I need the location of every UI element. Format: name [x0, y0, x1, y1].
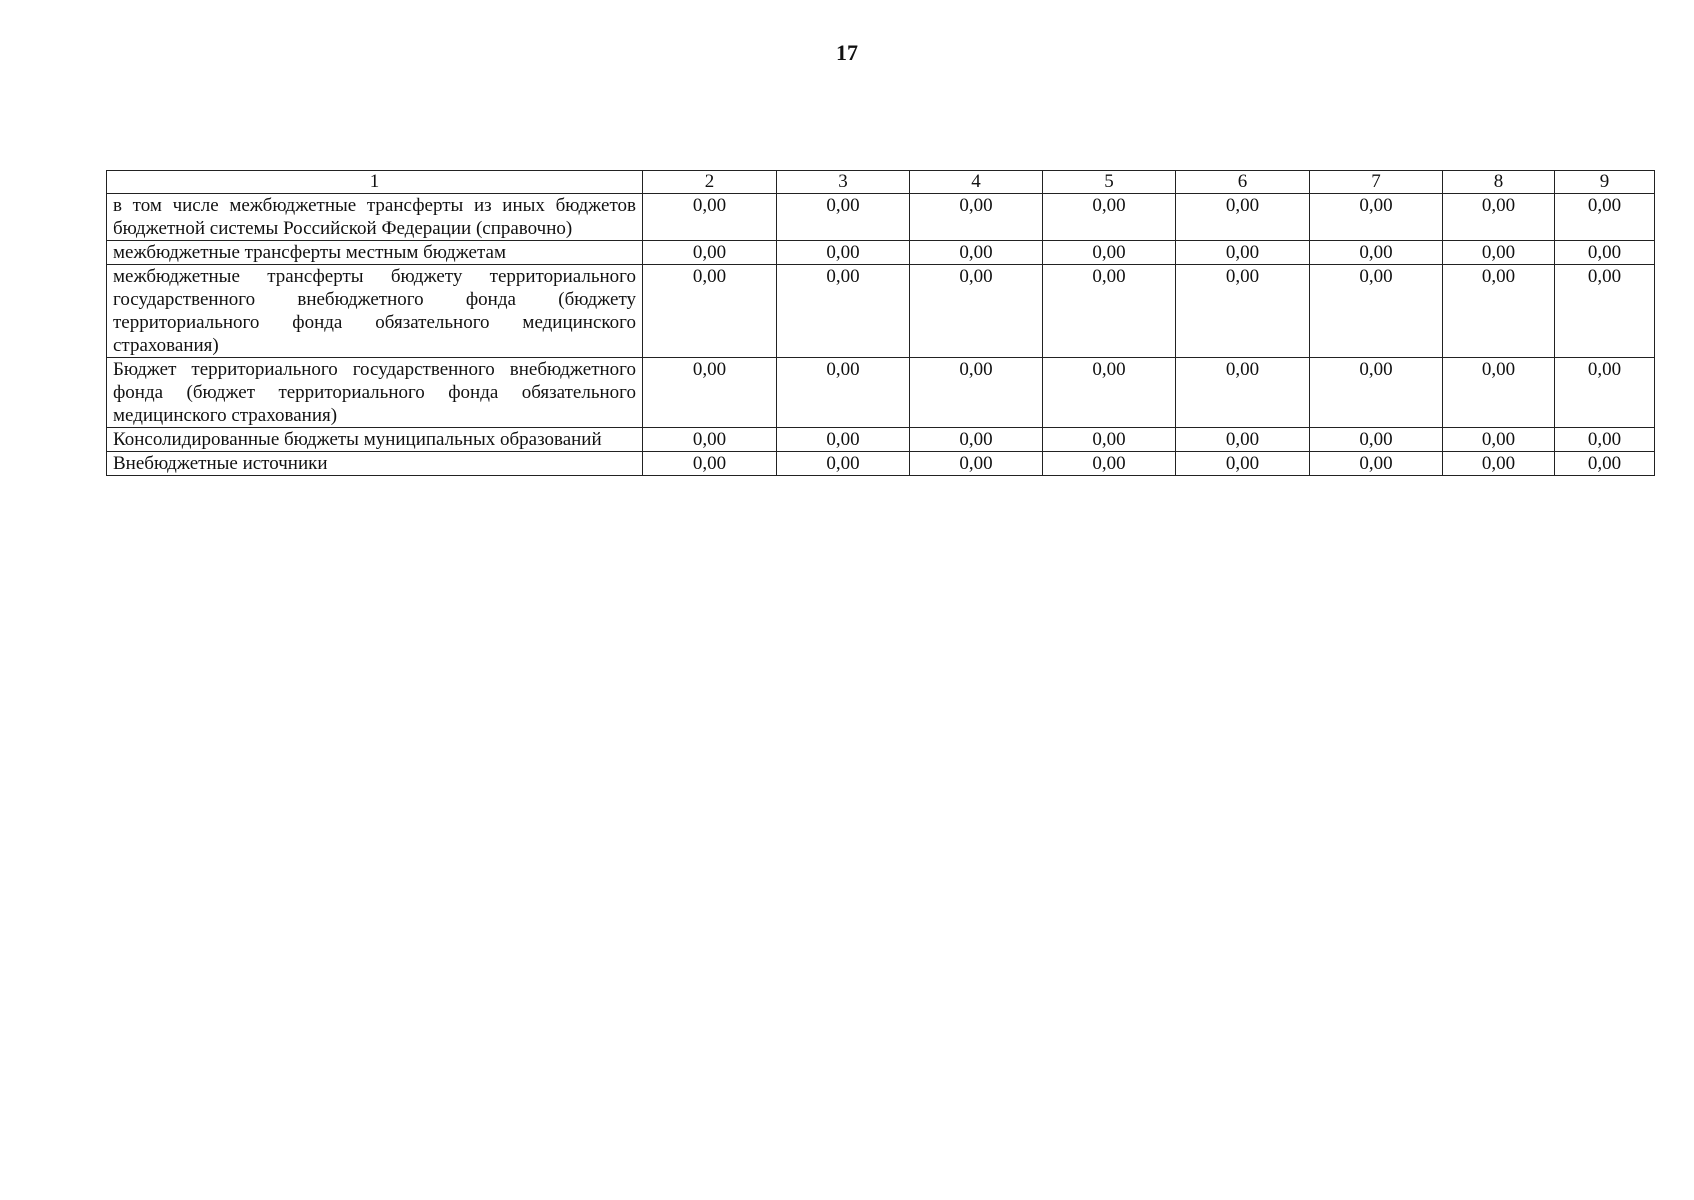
column-number: 5: [1043, 171, 1176, 194]
value-cell: 0,00: [910, 452, 1043, 476]
value-cell: 0,00: [643, 452, 777, 476]
value-cell: 0,00: [1043, 265, 1176, 358]
value-cell: 0,00: [910, 265, 1043, 358]
value-cell: 0,00: [1310, 241, 1443, 265]
row-label: Консолидированные бюджеты муниципальных образований: [107, 428, 643, 452]
value-cell: 0,00: [1310, 194, 1443, 241]
budget-table: [106, 170, 1655, 476]
value-cell: 0,00: [1555, 358, 1655, 428]
column-number: 8: [1443, 171, 1555, 194]
value-cell: 0,00: [910, 194, 1043, 241]
column-number: 3: [777, 171, 910, 194]
value-cell: 0,00: [1176, 241, 1310, 265]
column-number-row: [107, 171, 1655, 194]
row-label: Бюджет территориального государственного внебюджетного фонда (бюджет территориального фонда обязательного медицинского страхования): [107, 358, 643, 428]
value-cell: 0,00: [643, 241, 777, 265]
value-cell: 0,00: [1555, 428, 1655, 452]
row-label: межбюджетные трансферты местным бюджетам: [107, 241, 643, 265]
value-cell: 0,00: [777, 265, 910, 358]
value-cell: 0,00: [910, 428, 1043, 452]
value-cell: 0,00: [1310, 452, 1443, 476]
value-cell: 0,00: [1176, 265, 1310, 358]
value-cell: 0,00: [777, 452, 910, 476]
value-cell: 0,00: [1043, 452, 1176, 476]
table-row: [107, 241, 1655, 265]
value-cell: 0,00: [1555, 194, 1655, 241]
value-cell: 0,00: [777, 428, 910, 452]
value-cell: 0,00: [1443, 428, 1555, 452]
value-cell: 0,00: [1043, 428, 1176, 452]
column-number: 1: [107, 171, 643, 194]
row-label: межбюджетные трансферты бюджету территориального государственного внебюджетного фонда (бюджету территориального фонда обязательного медицинского страхования): [107, 265, 643, 358]
column-number: 4: [910, 171, 1043, 194]
value-cell: 0,00: [777, 194, 910, 241]
table-row: [107, 194, 1655, 241]
value-cell: 0,00: [1555, 452, 1655, 476]
value-cell: 0,00: [1176, 452, 1310, 476]
value-cell: 0,00: [1043, 194, 1176, 241]
value-cell: 0,00: [1310, 358, 1443, 428]
row-label: в том числе межбюджетные трансферты из иных бюджетов бюджетной системы Российской Федерации (справочно): [107, 194, 643, 241]
value-cell: 0,00: [777, 241, 910, 265]
value-cell: 0,00: [1443, 358, 1555, 428]
value-cell: 0,00: [1043, 358, 1176, 428]
value-cell: 0,00: [1555, 241, 1655, 265]
value-cell: 0,00: [1310, 428, 1443, 452]
page-number: 17: [836, 40, 858, 65]
column-number: 9: [1555, 171, 1655, 194]
value-cell: 0,00: [777, 358, 910, 428]
value-cell: 0,00: [910, 358, 1043, 428]
value-cell: 0,00: [643, 428, 777, 452]
value-cell: 0,00: [643, 194, 777, 241]
value-cell: 0,00: [1555, 265, 1655, 358]
value-cell: 0,00: [1176, 194, 1310, 241]
column-number: 7: [1310, 171, 1443, 194]
value-cell: 0,00: [1176, 358, 1310, 428]
table-row: [107, 428, 1655, 452]
row-label: Внебюджетные источники: [107, 452, 643, 476]
table-row: [107, 265, 1655, 358]
value-cell: 0,00: [643, 265, 777, 358]
table-row: [107, 452, 1655, 476]
value-cell: 0,00: [1443, 452, 1555, 476]
column-number: 2: [643, 171, 777, 194]
value-cell: 0,00: [1443, 241, 1555, 265]
value-cell: 0,00: [1443, 194, 1555, 241]
value-cell: 0,00: [1043, 241, 1176, 265]
column-number: 6: [1176, 171, 1310, 194]
table-row: [107, 358, 1655, 428]
value-cell: 0,00: [643, 358, 777, 428]
value-cell: 0,00: [1176, 428, 1310, 452]
value-cell: 0,00: [1443, 265, 1555, 358]
value-cell: 0,00: [1310, 265, 1443, 358]
value-cell: 0,00: [910, 241, 1043, 265]
